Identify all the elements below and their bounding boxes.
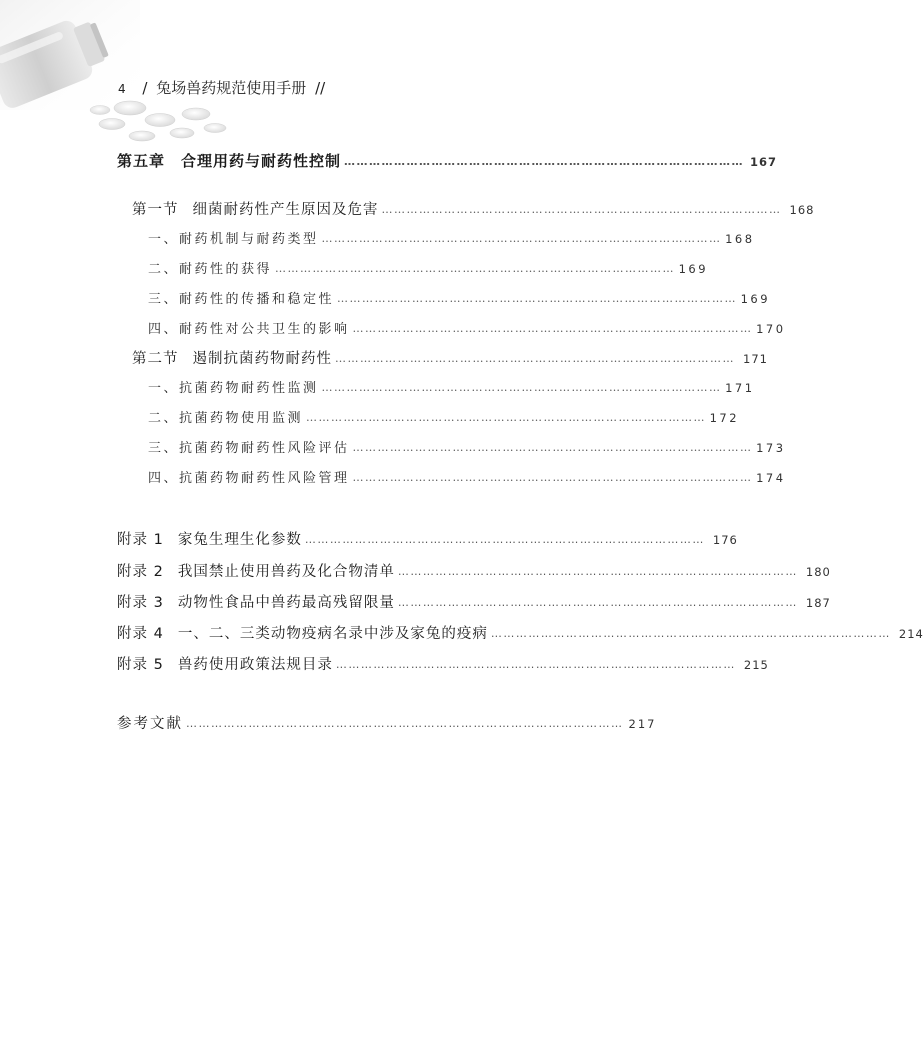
dot-leader: ……………………………………………………………………………………: [397, 565, 798, 578]
toc-page-number: 172: [709, 411, 740, 425]
dot-leader: ……………………………………………………………………………………: [306, 411, 707, 424]
toc-appendix-3[interactable]: [117, 591, 831, 612]
toc-item-1-2[interactable]: [148, 258, 709, 277]
book-title: 兔场兽药规范使用手册: [156, 79, 307, 97]
toc-item-label: 四、耐药性对公共卫生的影响: [148, 322, 350, 337]
dot-leader: ……………………………………………………………………………………: [397, 596, 798, 609]
page-number: 4: [118, 82, 126, 96]
dot-leader: ……………………………………………………………………………………: [321, 232, 722, 245]
dot-leader: ……………………………………………………………………………………: [352, 471, 753, 484]
toc-item-2-3[interactable]: [148, 437, 786, 456]
toc-item-1-4[interactable]: [148, 318, 786, 337]
dot-leader: ……………………………………………………………………………………: [321, 381, 722, 394]
dot-leader: ……………………………………………………………………………………: [344, 155, 745, 168]
toc-item-2-2[interactable]: [148, 407, 740, 426]
toc-appendix-label: 附录 3 动物性食品中兽药最高残留限量: [117, 595, 395, 611]
toc-references-label: 参考文献: [117, 716, 183, 732]
toc-page-number: 176: [712, 533, 738, 547]
toc-item-label: 一、抗菌药物耐药性监测: [148, 381, 319, 396]
toc-page-number: 217: [628, 717, 657, 731]
toc-appendix-label: 附录 1 家兔生理生化参数: [117, 532, 302, 548]
toc-section-label: 第二节 遏制抗菌药物耐药性: [132, 351, 332, 367]
toc-item-2-4[interactable]: [148, 467, 786, 486]
toc-item-label: 二、耐药性的获得: [148, 262, 273, 277]
toc-page-number: 180: [805, 565, 831, 579]
toc-page-number: 174: [756, 471, 786, 485]
toc-section-1[interactable]: [132, 198, 815, 219]
toc-appendix-5[interactable]: [117, 653, 769, 674]
toc-page-number: 168: [789, 203, 815, 217]
toc-chapter-5[interactable]: [117, 150, 778, 171]
dot-leader: ……………………………………………………………………………………: [335, 658, 736, 671]
toc-item-label: 二、抗菌药物使用监测: [148, 411, 304, 426]
toc-item-label: 三、抗菌药物耐药性风险评估: [148, 441, 350, 456]
toc-page-number: 214: [898, 627, 924, 641]
toc-appendix-label: 附录 5 兽药使用政策法规目录: [117, 657, 333, 673]
toc-item-label: 一、耐药机制与耐药类型: [148, 232, 319, 247]
toc-item-label: 四、抗菌药物耐药性风险管理: [148, 471, 350, 486]
toc-appendix-2[interactable]: [117, 560, 831, 581]
toc-page-number: 215: [743, 658, 769, 672]
header-slash-left: /: [142, 79, 148, 97]
toc-appendix-4[interactable]: [117, 622, 924, 643]
dot-leader: ……………………………………………………………………………………: [490, 627, 891, 640]
dot-leader: ……………………………………………………………………………………: [381, 203, 782, 216]
running-header: [118, 77, 329, 98]
toc-item-1-3[interactable]: [148, 288, 771, 307]
header-slash-right: //: [315, 79, 326, 97]
toc-references[interactable]: [117, 712, 657, 733]
dot-leader: ……………………………………………………………………………………: [275, 262, 676, 275]
toc-page-number: 170: [756, 322, 786, 336]
dot-leader: ……………………………………………………………………………………: [335, 352, 735, 365]
toc-item-1-1[interactable]: [148, 228, 755, 247]
toc-item-2-1[interactable]: [148, 377, 755, 396]
toc-page-number: 173: [756, 441, 786, 455]
toc-item-label: 三、耐药性的传播和稳定性: [148, 292, 335, 307]
toc-page-number: 167: [750, 155, 778, 169]
dot-leader: ……………………………………………………………………………………………: [186, 717, 624, 730]
toc-section-label: 第一节 细菌耐药性产生原因及危害: [132, 202, 379, 218]
dot-leader: ……………………………………………………………………………………: [304, 533, 705, 546]
toc-page-number: 171: [725, 381, 755, 395]
toc-appendix-label: 附录 4 一、二、三类动物疫病名录中涉及家兔的疫病: [117, 626, 488, 642]
dot-leader: ……………………………………………………………………………………: [352, 322, 753, 335]
medicine-bottle-pills-illustration: [0, 0, 260, 150]
toc-chapter-label: 第五章 合理用药与耐药性控制: [117, 152, 342, 170]
toc-page-number: 171: [743, 352, 768, 366]
toc-appendix-label: 附录 2 我国禁止使用兽药及化合物清单: [117, 564, 395, 580]
toc-appendix-1[interactable]: [117, 528, 738, 549]
dot-leader: ……………………………………………………………………………………: [337, 292, 738, 305]
toc-section-2[interactable]: [132, 347, 768, 368]
dot-leader: ……………………………………………………………………………………: [352, 441, 753, 454]
toc-page-number: 169: [740, 292, 771, 306]
toc-page-number: 187: [805, 596, 831, 610]
toc-page-number: 168: [725, 232, 755, 246]
toc-page-number: 169: [678, 262, 709, 276]
